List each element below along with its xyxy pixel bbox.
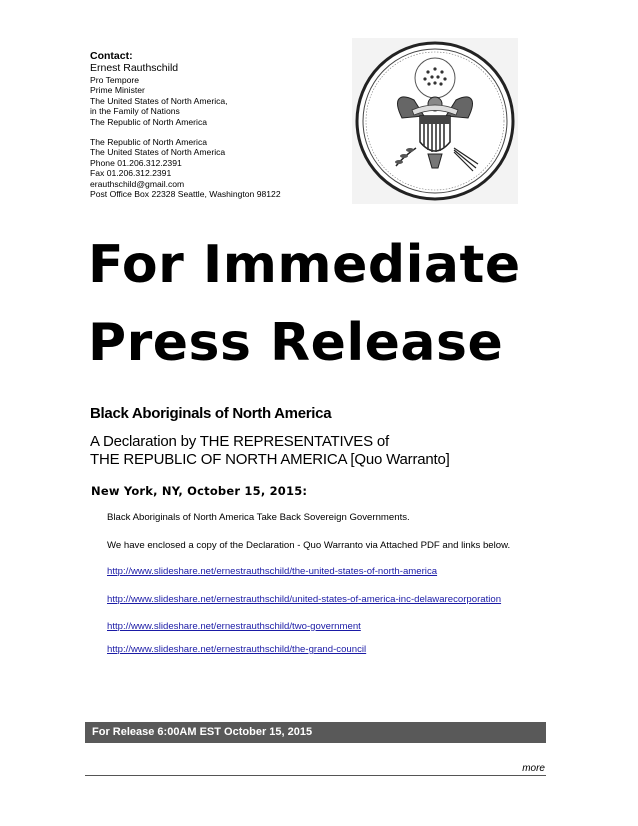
contact-line: The United States of North America, xyxy=(90,95,228,106)
contact-line: Pro Tempore xyxy=(90,75,140,85)
contact-line: The Republic of North America xyxy=(90,116,208,127)
declaration xyxy=(90,433,450,469)
headline xyxy=(88,226,521,382)
contact-fax: Fax 01.206.312.2391 xyxy=(90,168,172,179)
contact-line: Prime Minister xyxy=(90,85,145,96)
great-seal-eagle-icon xyxy=(352,38,518,204)
footer-divider xyxy=(85,775,546,776)
contact-address: Post Office Box 22328 Seattle, Washington 98122 xyxy=(90,189,281,200)
headline-line-2: Press Release xyxy=(88,313,504,373)
body-paragraph: Black Aboriginals of North America Take Back Sovereign Governments. xyxy=(107,512,410,523)
declaration-line-2: THE REPUBLIC OF NORTH AMERICA [Quo Warranto] xyxy=(90,451,450,468)
contact-heading: Contact: xyxy=(90,50,133,62)
contact-name: Ernest Rauthschild xyxy=(90,62,179,74)
body-paragraph: We have enclosed a copy of the Declaration - Quo Warranto via Attached PDF and links below. xyxy=(107,540,511,551)
contact-email: erauthschild@gmail.com xyxy=(90,178,185,189)
declaration-line-1: A Declaration by THE REPRESENTATIVES of xyxy=(90,433,389,450)
slideshare-link[interactable]: http://www.slideshare.net/ernestrauthschild/the-united-states-of-north-america xyxy=(107,566,438,577)
release-bar: For Release 6:00AM EST October 15, 2015 xyxy=(85,722,546,743)
slideshare-link[interactable]: http://www.slideshare.net/ernestrauthschild/two-government xyxy=(107,621,361,632)
slideshare-link[interactable]: http://www.slideshare.net/ernestrauthschild/united-states-of-america-inc-delawarecorporation xyxy=(107,594,502,605)
slideshare-link[interactable]: http://www.slideshare.net/ernestrauthschild/the-grand-council xyxy=(107,644,367,655)
contact-line: The Republic of North America xyxy=(90,137,208,148)
subhead: Black Aboriginals of North America xyxy=(90,405,332,422)
contact-block xyxy=(90,50,281,199)
contact-line: in the Family of Nations xyxy=(90,106,180,117)
contact-line: The United States of North America xyxy=(90,147,226,158)
more-label: more xyxy=(522,763,545,774)
contact-phone: Phone 01.206.312.2391 xyxy=(90,157,182,168)
headline-line-1: For Immediate xyxy=(88,235,521,295)
dateline: New York, NY, October 15, 2015: xyxy=(91,484,308,498)
